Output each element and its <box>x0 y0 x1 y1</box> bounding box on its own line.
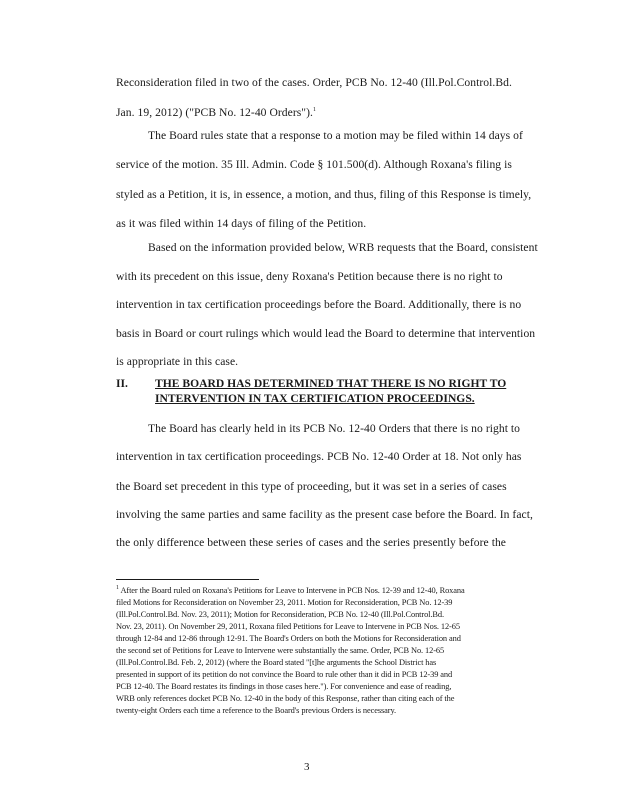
footnote-line: WRB only references docket PCB No. 12-40 in the body of this Response, rather than citing each of the <box>116 694 455 703</box>
paragraph-line: involving the same parties and same facility as the present case before the Board. In fact, <box>116 508 533 521</box>
footnote-separator <box>116 579 259 580</box>
paragraph-line: service of the motion. 35 Ill. Admin. Code § 101.500(d). Although Roxana's filing is <box>116 158 512 171</box>
footnote-marker: 1 <box>116 585 119 592</box>
footnote-line: PCB 12-40. The Board restates its findings in those cases here."). For convenience and ease of reading, <box>116 682 452 691</box>
footnote-line: (Ill.Pol.Control.Bd. Nov. 23, 2011); Motion for Reconsideration, PCB No. 12-40 (Ill.Pol.Control.Bd. <box>116 610 444 619</box>
footnote-line: Nov. 23, 2011). On November 29, 2011, Roxana filed Petitions for Leave to Intervene in PCB Nos. 12-65 <box>116 622 460 631</box>
paragraph-line: basis in Board or court rulings which would lead the Board to determine that intervention <box>116 327 536 340</box>
paragraph-line: is appropriate in this case. <box>116 355 239 368</box>
paragraph-line: the only difference between these series of cases and the series presently before the <box>116 536 507 549</box>
paragraph-line: styled as a Petition, it is, in essence, a motion, and thus, filing of this Response is timely, <box>116 188 532 201</box>
section-number: II. <box>116 377 128 390</box>
footnote-reference: 1 <box>312 107 317 114</box>
paragraph-line <box>116 106 316 120</box>
paragraph-line: intervention in tax certification proceedings. PCB No. 12-40 Order at 18. Not only has <box>116 450 522 463</box>
footnote-line: through 12-84 and 12-86 through 12-91. The Board's Orders on both the Motions for Reconsideration and <box>116 634 461 643</box>
footnote-line: filed Motions for Reconsideration on November 23, 2011. Motion for Reconsideration, PCB No. 12-39 <box>116 598 453 607</box>
footnote-line <box>116 585 465 596</box>
paragraph-line: Based on the information provided below, WRB requests that the Board, consistent <box>148 241 538 254</box>
section-heading-line: INTERVENTION IN TAX CERTIFICATION PROCEEDINGS. <box>155 392 475 405</box>
paragraph-line: Reconsideration filed in two of the cases. Order, PCB No. 12-40 (Ill.Pol.Control.Bd. <box>116 76 512 89</box>
footnote-line: (Ill.Pol.Control.Bd. Feb. 2, 2012) (where the Board stated "[t]he arguments the School District has <box>116 658 437 667</box>
section-heading-line: THE BOARD HAS DETERMINED THAT THERE IS NO RIGHT TO <box>155 377 507 390</box>
footnote-line: the second set of Petitions for Leave to Intervene were substantially the same. Order, PCB No. 12-65 <box>116 646 445 655</box>
paragraph-line: The Board rules state that a response to a motion may be filed within 14 days of <box>148 129 523 142</box>
paragraph-line: as it was filed within 14 days of filing of the Petition. <box>116 217 367 230</box>
footnote-line: twenty-eight Orders each time a reference to the Board's previous Orders is necessary. <box>116 706 397 715</box>
paragraph-text: Jan. 19, 2012) ("PCB No. 12-40 Orders"). <box>116 106 313 119</box>
paragraph-line: The Board has clearly held in its PCB No. 12-40 Orders that there is no right to <box>148 422 521 435</box>
paragraph-line: the Board set precedent in this type of proceeding, but it was set in a series of cases <box>116 480 507 493</box>
footnote-text: After the Board ruled on Roxana's Petitions for Leave to Intervene in PCB Nos. 12-39 and 12-40, Roxana <box>120 586 465 595</box>
page-number: 3 <box>304 761 310 773</box>
paragraph-line: intervention in tax certification proceedings before the Board. Additionally, there is no <box>116 298 522 311</box>
paragraph-line: with its precedent on this issue, deny Roxana's Petition because there is no right to <box>116 270 503 283</box>
footnote-line: presented in support of its petition do not convince the Board to rule other than it did in PCB 12-39 and <box>116 670 453 679</box>
